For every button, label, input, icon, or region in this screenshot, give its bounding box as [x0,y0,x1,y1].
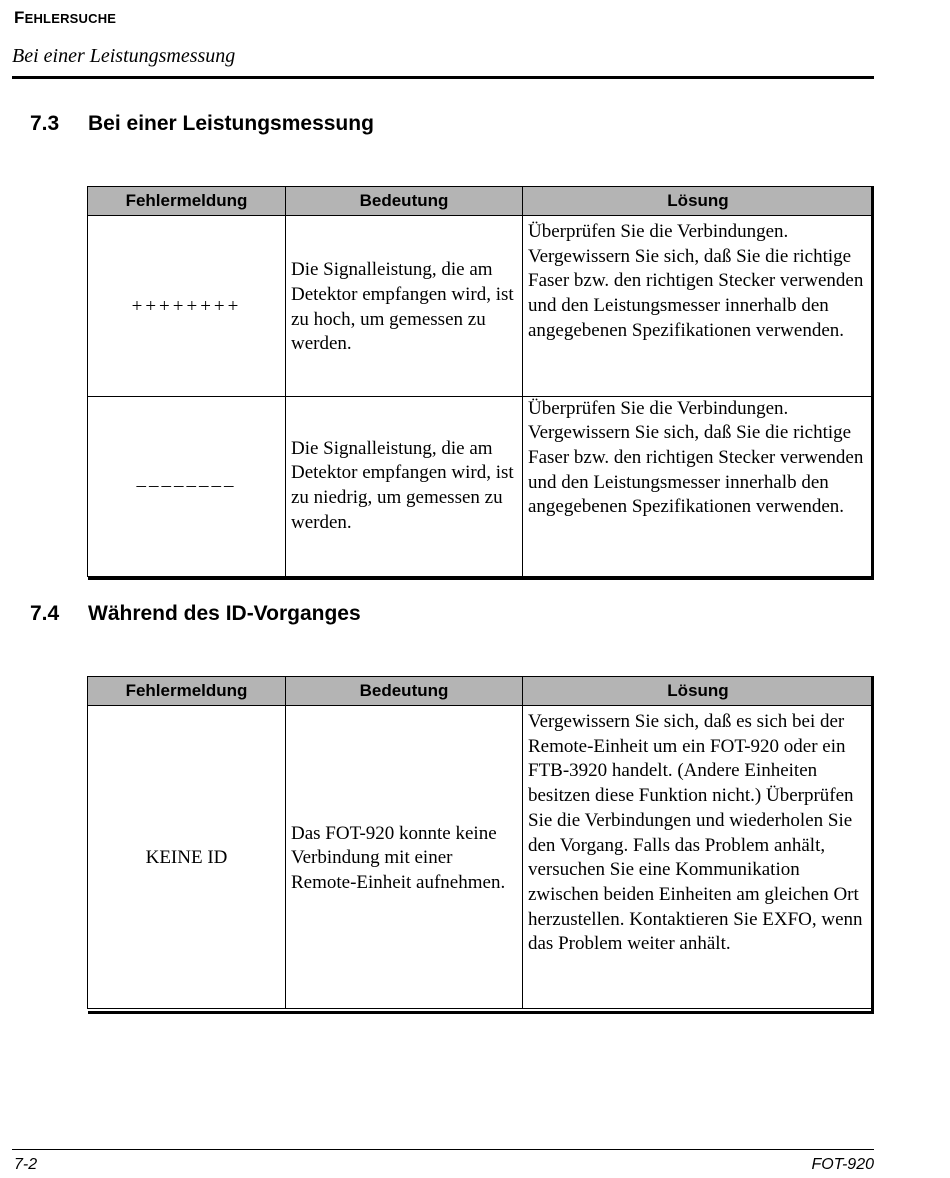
section-heading: Bei einer Leistungsmessung [88,112,374,135]
solution-cell: Überprüfen Sie die Verbindungen. Vergewissern Sie sich, daß Sie die richtige Faser bzw. den richtigen Stecker verwenden und den Leistungsmesser innerhalb den angegebenen Spezifikationen verwenden. [523,396,874,576]
chapter-rest: EHLERSUCHE [24,11,117,26]
solution-cell: Überprüfen Sie die Verbindungen. Vergewissern Sie sich, daß Sie die richtige Faser bzw. den richtigen Stecker verwenden und den Leistungsmesser innerhalb den angegebenen Spezifikationen verwenden. [523,220,874,396]
table-row [88,710,874,1008]
column-header-bedeutung: Bedeutung [286,677,523,706]
error-code-cell: –––––––– [88,396,286,576]
header-rule [12,76,874,79]
table-row [88,396,874,576]
column-header-fehlermeldung: Fehlermeldung [88,187,286,216]
meaning-cell: Das FOT-920 konnte keine Verbindung mit einer Remote-Einheit aufnehmen. [286,710,523,1008]
product-name: FOT-920 [811,1156,874,1173]
footer-rule [12,1149,874,1150]
table-shadow-right [871,187,874,580]
error-code-cell: KEINE ID [88,710,286,1008]
error-code-cell: ++++++++ [88,220,286,396]
section-heading: Während des ID-Vorganges [88,602,361,625]
section-number: 7.3 [30,112,60,135]
column-header-bedeutung: Bedeutung [286,187,523,216]
chapter-initial: F [14,8,25,27]
table-header-row [88,677,874,706]
running-header-subtitle: Bei einer Leistungsmessung [12,45,236,67]
table-shadow-right [871,677,874,1014]
column-header-losung: Lösung [523,187,874,216]
solution-cell: Vergewissern Sie sich, daß es sich bei der Remote-Einheit um ein FOT-920 oder ein FTB-3920 handelt. (Andere Einheiten besitzen diese Funktion nicht.) Überprüfen Sie die Verbindungen und wiederholen Sie den Vorgang. Falls das Problem anhält, versuchen Sie eine Kommunikation zwischen beiden Einheiten am gleichen Ort herzustellen. Kontaktieren Sie EXFO, wenn das Problem weiter anhält. [523,710,874,1008]
column-header-losung: Lösung [523,677,874,706]
error-table-power-measurement [87,186,874,577]
running-header-chapter [14,8,116,28]
page-number: 7-2 [14,1156,38,1173]
table-header-row [88,187,874,216]
section-title-7-3 [30,112,374,136]
section-title-7-4 [30,602,361,626]
table-row [88,220,874,396]
column-header-fehlermeldung: Fehlermeldung [88,677,286,706]
table-shadow-bottom [88,577,874,580]
meaning-cell: Die Signalleistung, die am Detektor empfangen wird, ist zu hoch, um gemessen zu werden. [286,220,523,396]
section-number: 7.4 [30,602,60,625]
table-shadow-bottom [88,1011,874,1014]
meaning-cell: Die Signalleistung, die am Detektor empfangen wird, ist zu niedrig, um gemessen zu werden. [286,396,523,576]
error-table-id-process [87,676,874,1009]
